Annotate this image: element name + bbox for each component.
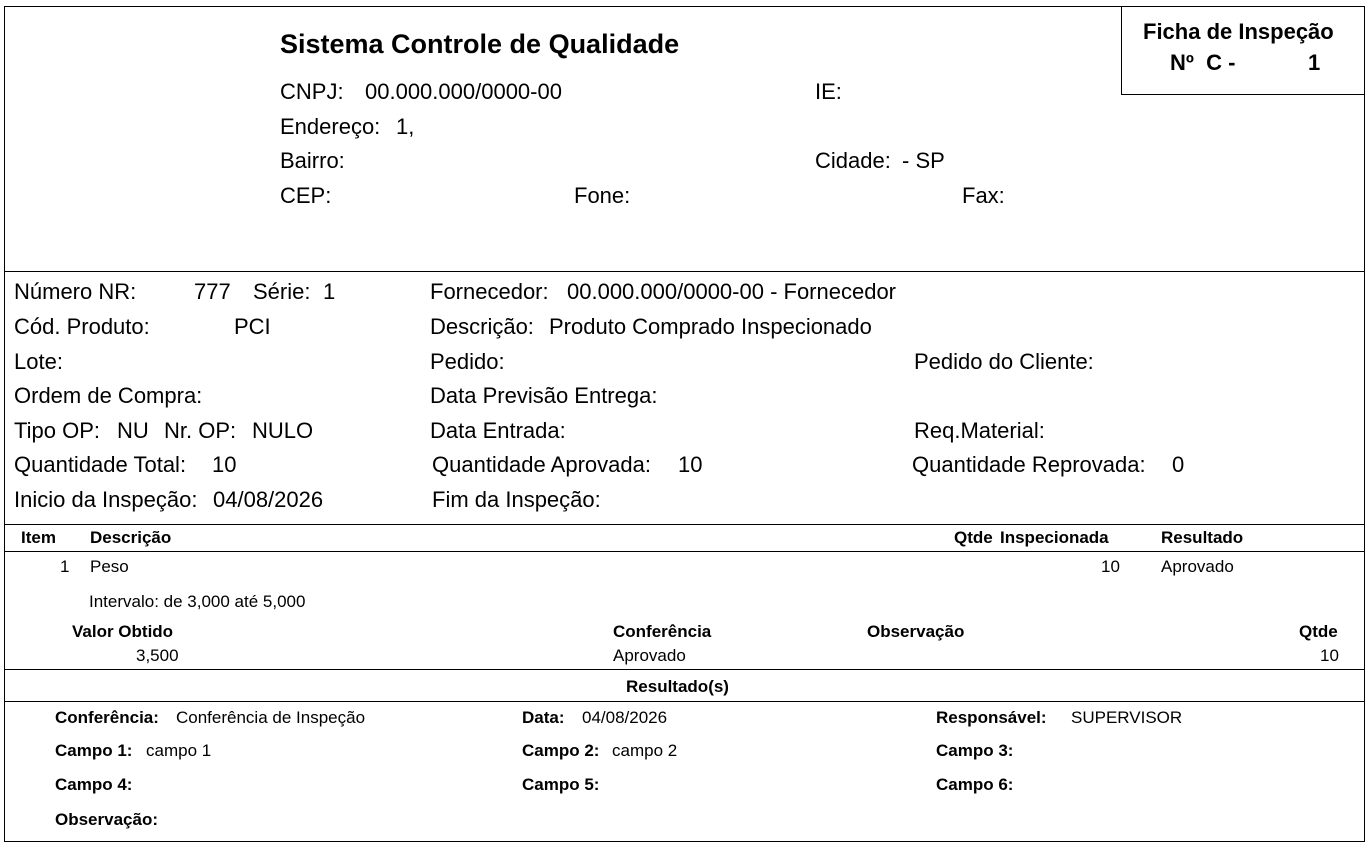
sub-valor-obtido: 3,500 bbox=[136, 646, 179, 665]
data-label: Data: bbox=[522, 708, 565, 727]
ficha-number-label: Nº C - bbox=[1170, 50, 1236, 75]
data-previsao-label: Data Previsão Entrega: bbox=[430, 383, 658, 408]
fim-label: Fim da Inspeção: bbox=[432, 487, 601, 512]
cod-produto-label: Cód. Produto: bbox=[14, 314, 150, 339]
table-top-divider bbox=[4, 524, 1365, 525]
qtd-reprovada-label: Quantidade Reprovada: bbox=[912, 452, 1146, 477]
ficha-number-value: 1 bbox=[1308, 50, 1321, 75]
cep-label: CEP: bbox=[280, 183, 332, 208]
descricao-value: Produto Comprado Inspecionado bbox=[549, 314, 872, 339]
campo5-label: Campo 5: bbox=[522, 775, 600, 794]
cidade-value: - SP bbox=[902, 148, 945, 173]
numero-nr-value: 777 bbox=[194, 279, 231, 304]
ie-label: IE: bbox=[815, 79, 842, 104]
item-descricao: Peso bbox=[90, 557, 129, 576]
sub-header-qtde: Qtde bbox=[1299, 622, 1338, 641]
lote-label: Lote: bbox=[14, 349, 63, 374]
ficha-title: Ficha de Inspeção bbox=[1143, 19, 1334, 44]
campo2-value: campo 2 bbox=[612, 741, 678, 760]
qtd-total-label: Quantidade Total: bbox=[14, 452, 187, 477]
tipo-op-value: NU bbox=[117, 418, 149, 443]
item-intervalo: Intervalo: de 3,000 até 5,000 bbox=[89, 592, 306, 611]
sub-header-valor-obtido: Valor Obtido bbox=[72, 622, 174, 641]
campo2-label: Campo 2: bbox=[522, 741, 600, 760]
campo6-label: Campo 6: bbox=[936, 775, 1014, 794]
item-qtde-inspecionada: 10 bbox=[1101, 557, 1120, 576]
item-resultado: Aprovado bbox=[1161, 557, 1234, 576]
table-header-divider bbox=[4, 551, 1365, 552]
pedido-label: Pedido: bbox=[430, 349, 505, 374]
fornecedor-label: Fornecedor: bbox=[430, 279, 549, 304]
conferencia-value: Conferência de Inspeção bbox=[176, 708, 366, 727]
qtd-total-value: 10 bbox=[212, 452, 237, 477]
qtd-reprovada-value: 0 bbox=[1172, 452, 1185, 477]
sub-qtde: 10 bbox=[1320, 646, 1339, 665]
inicio-label: Inicio da Inspeção: bbox=[14, 487, 198, 512]
descricao-label: Descrição: bbox=[430, 314, 534, 339]
nr-op-value: NULO bbox=[252, 418, 314, 443]
item-number: 1 bbox=[60, 557, 70, 576]
col-header-inspecionada: Inspecionada bbox=[1000, 528, 1109, 547]
data-value: 04/08/2026 bbox=[582, 708, 668, 727]
data-entrada-label: Data Entrada: bbox=[430, 418, 566, 443]
fornecedor-value: 00.000.000/0000-00 - Fornecedor bbox=[567, 279, 897, 304]
endereco-label: Endereço: bbox=[280, 114, 381, 139]
req-material-label: Req.Material: bbox=[914, 418, 1045, 443]
serie-label: Série: bbox=[253, 279, 311, 304]
inicio-value: 04/08/2026 bbox=[213, 487, 324, 512]
pedido-cliente-label: Pedido do Cliente: bbox=[914, 349, 1094, 374]
fax-label: Fax: bbox=[962, 183, 1005, 208]
col-header-resultado: Resultado bbox=[1161, 528, 1244, 547]
tipo-op-label: Tipo OP: bbox=[14, 418, 100, 443]
cnpj-label: CNPJ: bbox=[280, 79, 344, 104]
cnpj-value: 00.000.000/0000-00 bbox=[365, 79, 562, 104]
ordem-compra-label: Ordem de Compra: bbox=[14, 383, 203, 408]
nr-op-label: Nr. OP: bbox=[164, 418, 237, 443]
resultados-title: Resultado(s) bbox=[626, 677, 729, 696]
cod-produto-value: PCI bbox=[234, 314, 271, 339]
campo1-label: Campo 1: bbox=[55, 741, 133, 760]
conferencia-label: Conferência: bbox=[55, 708, 159, 727]
col-header-item: Item bbox=[21, 528, 56, 547]
responsavel-label: Responsável: bbox=[936, 708, 1047, 727]
sub-header-conferencia: Conferência bbox=[613, 622, 712, 641]
endereco-value: 1, bbox=[396, 114, 415, 139]
qtd-aprovada-value: 10 bbox=[678, 452, 703, 477]
responsavel-value: SUPERVISOR bbox=[1071, 708, 1183, 727]
qtd-aprovada-label: Quantidade Aprovada: bbox=[432, 452, 651, 477]
sub-header-observacao: Observação bbox=[867, 622, 965, 641]
campo3-label: Campo 3: bbox=[936, 741, 1014, 760]
header-divider bbox=[4, 271, 1365, 272]
numero-nr-label: Número NR: bbox=[14, 279, 137, 304]
serie-value: 1 bbox=[323, 279, 336, 304]
bairro-label: Bairro: bbox=[280, 148, 345, 173]
campo4-label: Campo 4: bbox=[55, 775, 133, 794]
company-name: Sistema Controle de Qualidade bbox=[280, 29, 680, 59]
fone-label: Fone: bbox=[574, 183, 631, 208]
campo1-value: campo 1 bbox=[146, 741, 212, 760]
sub-conferencia: Aprovado bbox=[613, 646, 686, 665]
cidade-label: Cidade: bbox=[815, 148, 891, 173]
col-header-descricao: Descrição bbox=[90, 528, 172, 547]
col-header-qtde: Qtde bbox=[954, 528, 993, 547]
observacao-label: Observação: bbox=[55, 810, 158, 829]
